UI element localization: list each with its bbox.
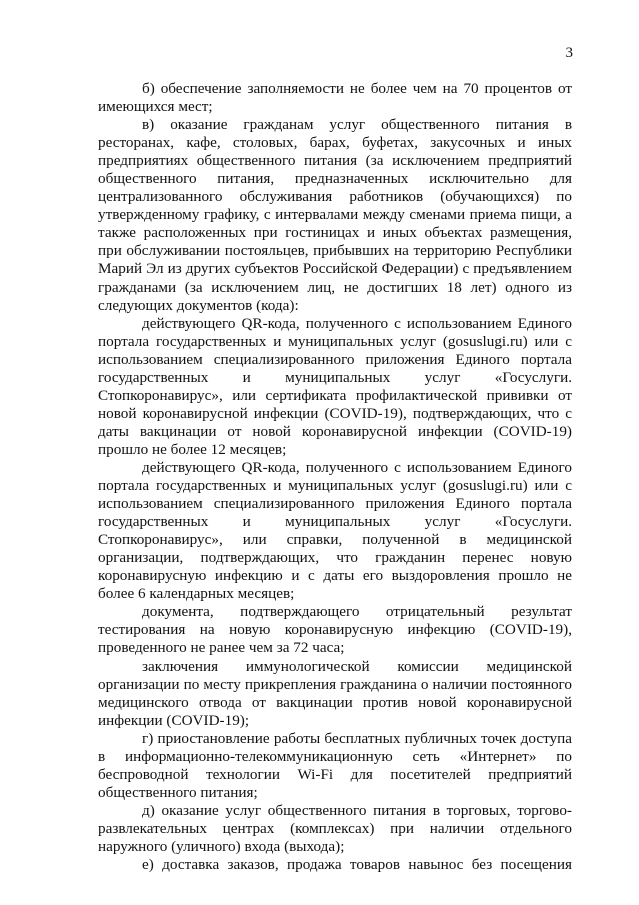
paragraph-medical-exemption: заключения иммунологической комиссии медицинской организации по месту прикрепления гражданина о наличии постоянного медицинского отвода от вакцинации против новой коронавирусной инфекции (COVID-19); (98, 657, 572, 729)
paragraph-qr-vaccination: действующего QR-кода, полученного с использованием Единого портала государственных и муниципальных услуг (gosuslugi.ru) или с использованием специализированного приложения Единого портала государственных и муниципальных услуг «Госуслуги. Стопкоронавирус», или сертификата профилактической прививки от новой коронавирусной инфекции (COVID-19), подтверждающих, что с даты вакцинации от новой коронавирусной инфекции (COVID-19) прошло не более 12 месяцев; (98, 314, 572, 458)
paragraph-g-wifi-suspension: г) приостановление работы бесплатных публичных точек доступа в информационно-телекоммуникационную сеть «Интернет» по беспроводной технологии Wi-Fi для посетителей предприятий общественного питания; (98, 729, 572, 801)
paragraph-v-catering-services: в) оказание гражданам услуг общественного питания в ресторанах, кафе, столовых, барах, буфетах, закусочных и иных предприятиях общественного питания (за исключением предприятий общественного питания, предназначенных исключительно для централизованного обслуживания работников (обучающихся) по утвержденному графику, с интервалами между сменами приема пищи, а также расположенных при гостиницах и иных объектах размещения, при обслуживании постояльцев, прибывших на территорию Республики Марий Эл из других субъектов Российской Федерации) с предъявлением гражданами (за исключением лиц, не достигших 18 лет) одного из следующих документов (кода): (98, 116, 572, 314)
paragraph-b-occupancy: б) обеспечение заполняемости не более чем на 70 процентов от имеющихся мест; (98, 80, 572, 116)
paragraph-negative-test: документа, подтверждающего отрицательный результат тестирования на новую коронавирусную инфекцию (COVID-19), проведенного не ранее чем за 72 часа; (98, 603, 572, 657)
page-number: 3 (565, 45, 573, 61)
paragraph-qr-recovery: действующего QR-кода, полученного с использованием Единого портала государственных и муниципальных услуг (gosuslugi.ru) или с использованием специализированного приложения Единого портала государственных и муниципальных услуг «Госуслуги. Стопкоронавирус», или справки, полученной в медицинской организации, подтверждающих, что гражданин перенес новую коронавирусную инфекцию и с даты его выздоровления прошло не более 6 календарных месяцев; (98, 458, 572, 603)
document-body (98, 80, 572, 874)
paragraph-e-delivery: е) доставка заказов, продажа товаров навынос без посещения (142, 856, 572, 874)
paragraph-d-mall-catering: д) оказание услуг общественного питания в торговых, торгово-развлекательных центрах (комплексах) при наличии отдельного наружного (уличного) входа (выхода); (98, 801, 572, 855)
